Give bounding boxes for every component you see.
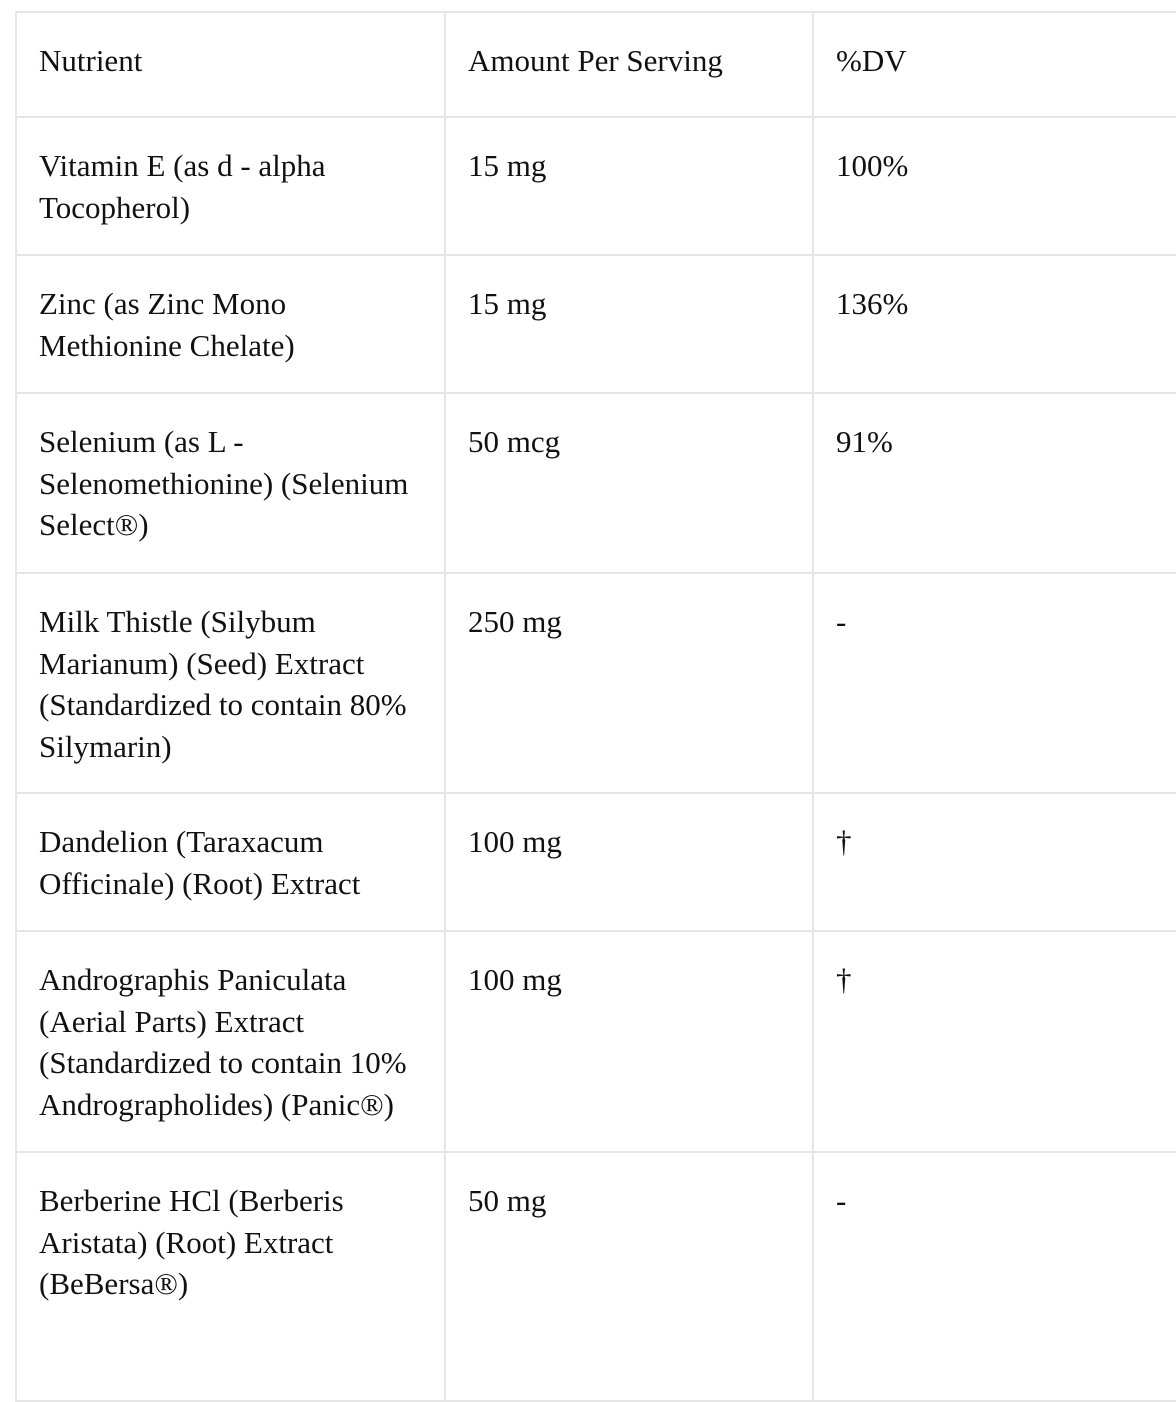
table-row	[16, 1152, 1176, 1401]
nutrient-cell: Vitamin E (as d - alpha Tocopherol)	[16, 117, 445, 255]
dv-cell: 91%	[813, 393, 1176, 573]
nutrition-table-container	[15, 11, 1176, 1402]
amount-cell: 250 mg	[445, 573, 813, 793]
dv-cell: -	[813, 573, 1176, 793]
table-row	[16, 793, 1176, 931]
amount-cell: 100 mg	[445, 931, 813, 1152]
table-header-row	[16, 12, 1176, 117]
amount-cell: 100 mg	[445, 793, 813, 931]
table-row	[16, 117, 1176, 255]
table-row	[16, 573, 1176, 793]
dv-cell: †	[813, 793, 1176, 931]
nutrient-cell: Andrographis Paniculata (Aerial Parts) Extract (Standardized to contain 10% Andrographolides) (Panic®)	[16, 931, 445, 1152]
dv-cell: 136%	[813, 255, 1176, 393]
header-amount-per-serving: Amount Per Serving	[445, 12, 813, 117]
header-nutrient: Nutrient	[16, 12, 445, 117]
table-row	[16, 255, 1176, 393]
nutrient-cell: Selenium (as L - Selenomethionine) (Selenium Select®)	[16, 393, 445, 573]
amount-cell: 15 mg	[445, 255, 813, 393]
dv-cell: 100%	[813, 117, 1176, 255]
amount-cell: 15 mg	[445, 117, 813, 255]
dv-cell: -	[813, 1152, 1176, 1401]
amount-cell: 50 mg	[445, 1152, 813, 1401]
dv-cell: †	[813, 931, 1176, 1152]
header-percent-dv: %DV	[813, 12, 1176, 117]
nutrient-cell: Dandelion (Taraxacum Officinale) (Root) Extract	[16, 793, 445, 931]
nutrition-table	[15, 11, 1176, 1402]
table-row	[16, 393, 1176, 573]
amount-cell: 50 mcg	[445, 393, 813, 573]
table-row	[16, 931, 1176, 1152]
nutrient-cell: Berberine HCl (Berberis Aristata) (Root) Extract (BeBersa®)	[16, 1152, 445, 1401]
nutrient-cell: Zinc (as Zinc Mono Methionine Chelate)	[16, 255, 445, 393]
nutrient-cell: Milk Thistle (Silybum Marianum) (Seed) Extract (Standardized to contain 80% Silymarin)	[16, 573, 445, 793]
